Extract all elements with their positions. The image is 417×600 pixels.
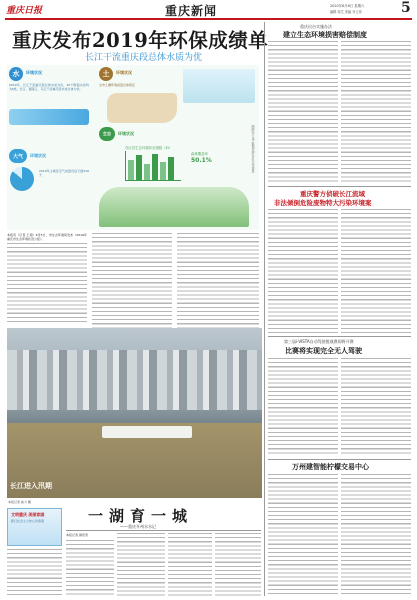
story4-col1 <box>268 474 338 597</box>
story3-kicker: 第三届i-VISTA自动驾驶挑战赛即将开赛 <box>284 339 354 344</box>
air-title: 环境状况 <box>30 153 46 158</box>
ad-sub: 践行社会主义核心价值观 <box>11 519 45 523</box>
editors-line: 编辑 周尤 美编 乔立伟 <box>330 10 362 14</box>
ad-box <box>7 508 62 546</box>
forest-illustration <box>99 187 249 227</box>
lead-body-col3b <box>177 233 259 333</box>
feature-byline: 本报记者 颜若雯 <box>66 533 88 537</box>
story1-col2 <box>341 41 411 184</box>
soil-map <box>107 93 177 123</box>
feature-col3 <box>168 533 212 597</box>
news-photo <box>7 328 262 498</box>
issue-date: 2020年6月6日 星期六 <box>330 4 365 8</box>
photo-skyline <box>7 350 262 410</box>
soil-title: 环境状况 <box>116 70 132 75</box>
infographic <box>7 65 259 230</box>
photo-credit: 本报记者 崔力 摄 <box>8 500 31 504</box>
feature-title: 一湖育一城 <box>88 507 194 525</box>
story-divider-3 <box>268 459 411 460</box>
newspaper-logo: 重庆日报 <box>6 6 43 16</box>
soil-text: 全市土壤环境质量总体稳定 <box>99 83 136 87</box>
lead-headline: 重庆发布2019年环保成绩单 <box>12 29 269 52</box>
story4-title: 万州建智能柠檬交易中心 <box>292 462 369 471</box>
story3-col2 <box>341 358 411 456</box>
green-value: 50.1% <box>191 157 212 164</box>
feature-rule <box>66 530 261 531</box>
lead-body-meta: 本报讯（记者 王翔）6月5日，市生态环境局发布《2019年重庆市生态环境状况公报》。 <box>7 233 87 242</box>
page-number: 5 <box>401 0 411 16</box>
story1-col1 <box>268 41 338 184</box>
story-divider-1 <box>268 186 411 187</box>
story2-col1 <box>268 209 338 333</box>
water-icon: 水 <box>9 67 23 81</box>
story2-col2 <box>341 209 411 333</box>
air-chart <box>10 167 34 191</box>
photo-boat <box>102 426 192 438</box>
lead-subhead: 长江干流重庆段总体水质为优 <box>85 53 203 63</box>
water-title: 环境状况 <box>26 70 42 75</box>
water-text: 2019年，长江干流重庆段总体水质为优，20个断面水质均为Ⅱ类。长江、嘉陵江、乌江干流重庆段水质总体为优。 <box>9 83 89 92</box>
section-title: 重庆新闻 <box>165 4 218 18</box>
story1-kicker: 重庆出台实施办法 <box>300 24 332 29</box>
eco-bar-chart <box>125 151 181 181</box>
air-icon: 大气 <box>9 149 27 163</box>
story2-title-1: 重庆警方侦破长江流域 <box>300 190 365 198</box>
feature-subtitle: ——重庆开州水水记 <box>120 524 156 529</box>
soil-icon: 土 <box>99 67 113 81</box>
infographic-credit: 制图/乔立伟 数据来源/市生态环境局 <box>251 125 255 173</box>
feature-col4 <box>215 533 261 597</box>
story-divider-2 <box>268 336 411 337</box>
feature-col1 <box>66 540 114 597</box>
city-illustration <box>183 69 255 103</box>
story3-col1 <box>268 358 338 456</box>
green-label: 森林覆盖率 <box>191 152 208 156</box>
lead-body-col1 <box>7 243 87 323</box>
story1-title: 建立生态环境损害赔偿制度 <box>283 30 367 39</box>
air-stat: 2019年主城区空气质量优良天数316天 <box>39 169 89 178</box>
story4-col2 <box>341 474 411 597</box>
right-divider <box>264 22 265 596</box>
bottom-left-col <box>7 549 62 597</box>
eco-chart-title: 各区县生态环境状况指数（EI） <box>125 146 173 150</box>
water-illustration <box>9 109 89 125</box>
eco-icon: 生态 <box>99 127 115 141</box>
photo-caption: 长江进入汛期 <box>10 481 52 490</box>
eco-title: 环境状况 <box>118 131 134 136</box>
feature-col2 <box>117 533 165 597</box>
masthead-rule <box>5 18 412 20</box>
story3-title: 比赛将实现完全无人驾驶 <box>285 346 362 355</box>
story2-title-2: 非法倾倒危险废物特大污染环境案 <box>274 199 372 207</box>
ad-title: 文明重庆 美丽家园 <box>11 512 45 517</box>
